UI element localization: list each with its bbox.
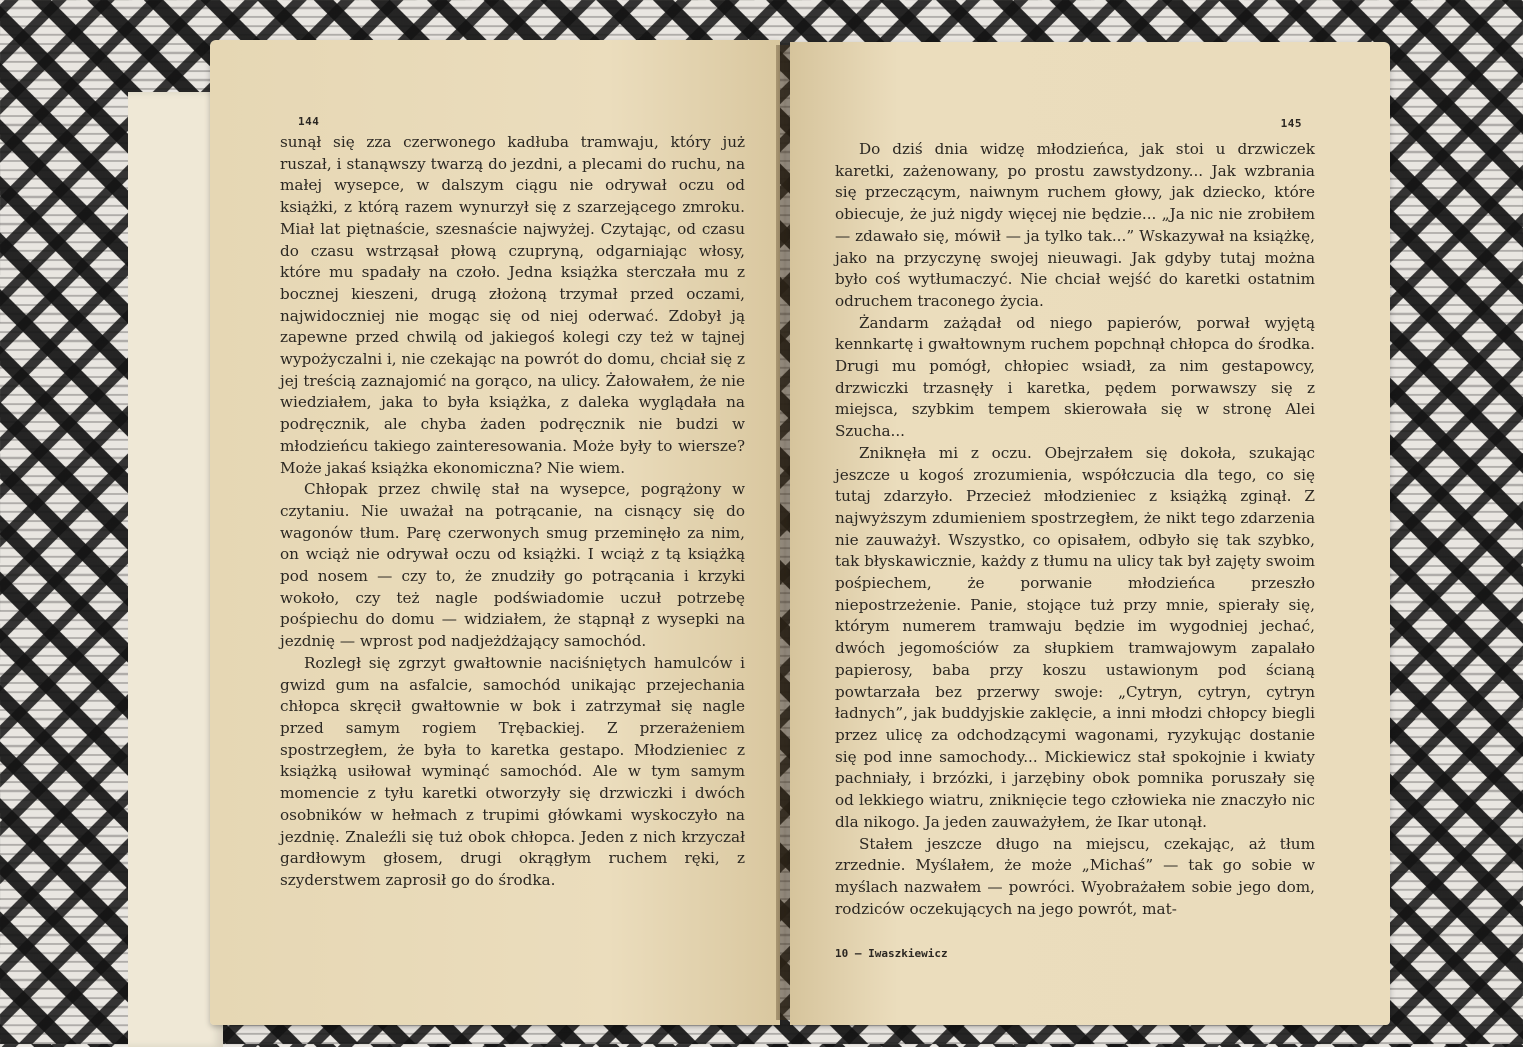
paragraph: Do dziś dnia widzę młodzieńca, jak stoi u drzwiczek karetki, zażenowany, po prostu zawstydzony... Jak wzbrania się przeczącym, naiwnym ruchem głowy, jak dziecko, które obiecuje, że już nigdy więcej nie będzie... „Ja nic nie zrobiłem — zdawało się, mówił — ja tylko tak...” Wskazywał na książkę, jako na przyczynę swojej nieuwagi. Jak gdyby tutaj można było coś wytłumaczyć. Nie chciał wejść do karetki ostatnim odruchem traconego życia. <box>835 140 1315 310</box>
right-page <box>790 42 1390 1025</box>
paragraph: Chłopak przez chwilę stał na wysepce, pogrążony w czytaniu. Nie uważał na potrącanie, na cisnący się do wagonów tłum. Parę czerwonych smug przeminęło za nim, on wciąż nie odrywał oczu od książki. I wciąż z tą książką pod nosem — czy to, że znudziły go potrącania i krzyki wokoło, czy też nagle podświadomie uczuł potrzebę pośpiechu do domu — widziałem, że stąpnął z wysepki na jezdnię — wprost pod nadjeżdżający samochód. <box>280 480 745 651</box>
paragraph: sunął się zza czerwonego kadłuba tramwaju, który już ruszał, i stanąwszy twarzą do jezdni, a plecami do ruchu, na małej wysepce, w dalszym ciągu nie odrywał oczu od książki, z którą razem wynurzył się z szarzejącego zmroku. Miał lat piętnaście, szesnaście najwyżej. Czytając, od czasu do czasu wstrząsał płową czupryną, odgarniając włosy, które mu spadały na czoło. Jedna książka sterczała mu z bocznej kieszeni, drugą złożoną trzymał przed oczami, najwidoczniej nie mogąc się od niej oderwać. Zdobył ją zapewne przed chwilą od jakiegoś kolegi czy też w tajnej wypożyczalni i, nie czekając na powrót do domu, chciał się z jej treścią zaznajomić na gorąco, na ulicy. Żałowałem, że nie wiedziałem, jaka to była książka, z daleka wyglądała na podręcznik, ale chyba żaden podręcznik nie budzi w młodzieńcu takiego zainteresowania. Może były to wiersze? Może jakaś książka ekonomiczna? Nie wiem. <box>280 133 745 477</box>
page-stack-edge <box>128 92 223 1047</box>
page-number-right: 145 <box>1280 117 1302 130</box>
open-book <box>128 40 1408 1025</box>
page-number-left: 144 <box>298 115 320 128</box>
paragraph: Stałem jeszcze długo na miejscu, czekając, aż tłum zrzednie. Myślałem, że może „Michaś” — tak go sobie w myślach nazwałem — powróci. Wyobrażałem sobie jego dom, rodziców oczekujących na jego powrót, mat- <box>835 834 1315 918</box>
left-page <box>210 40 780 1025</box>
left-page-text <box>280 132 745 892</box>
signature-mark: 10 — Iwaszkiewicz <box>835 947 948 960</box>
paragraph: Zniknęła mi z oczu. Obejrzałem się dokoła, szukając jeszcze u kogoś zrozumienia, współczucia dla tego, co się tutaj zdarzyło. Przecież młodzieniec z książką zginął. Z najwyższym zdumieniem spostrzegłem, że nikt tego zdarzenia nie zauważył. Wszystko, co opisałem, odbyło się tak szybko, tak błyskawicznie, każdy z tłumu na ulicy tak był zajęty swoim pośpiechem, że porwanie młodzieńca przeszło niepostrzeżenie. Panie, stojące tuż przy mnie, spierały się, którym numerem tramwaju będzie im wygodniej jechać, dwóch jegomościów za słupkiem tramwajowym zapalało papierosy, baba przy koszu ustawionym pod ścianą powtarzała bez przerwy swoje: „Cytryn, cytryn, cytryn ładnych”, jak buddyjskie zaklęcie, a inni młodzi chłopcy biegli przez ulicę za odchodzącymi wagonami, ryzykując dostanie się pod inne samochody... Mickiewicz stał spokojnie i kwiaty pachniały, i brzózki, i jarzębiny obok pomnika poruszały się od lekkiego wiatru, zniknięcie tego człowieka nie znaczyło nic dla nikogo. Ja jeden zauważyłem, że Ikar utonął. <box>835 443 1315 831</box>
right-page-text <box>835 139 1315 920</box>
paragraph: Rozległ się zgrzyt gwałtownie naciśniętych hamulców i gwizd gum na asfalcie, samochód unikając przejechania chłopca skręcił gwałtownie w bok i zatrzymał się nagle przed samym rogiem Trębackiej. Z przerażeniem spostrzegłem, że była to karetka gestapo. Młodzieniec z książką usiłował wyminąć samochód. Ale w tym samym momencie z tyłu karetki otworzyły się drzwiczki i dwóch osobników w hełmach z trupimi główkami wyskoczyło na jezdnię. Znaleźli się tuż obok chłopca. Jeden z nich krzyczał gardłowym głosem, drugi okrągłym ruchem ręki, z szyderstwem zaprosił go do środka. <box>280 653 745 889</box>
paragraph: Żandarm zażądał od niego papierów, porwał wyjętą kennkartę i gwałtownym ruchem popchnął chłopca do środka. Drugi mu pomógł, chłopiec wsiadł, za nim gestapowcy, drzwiczki trzasnęły i karetka, pędem porwawszy się z miejsca, szybkim tempem skierowała się w stronę Alei Szucha... <box>835 313 1315 441</box>
